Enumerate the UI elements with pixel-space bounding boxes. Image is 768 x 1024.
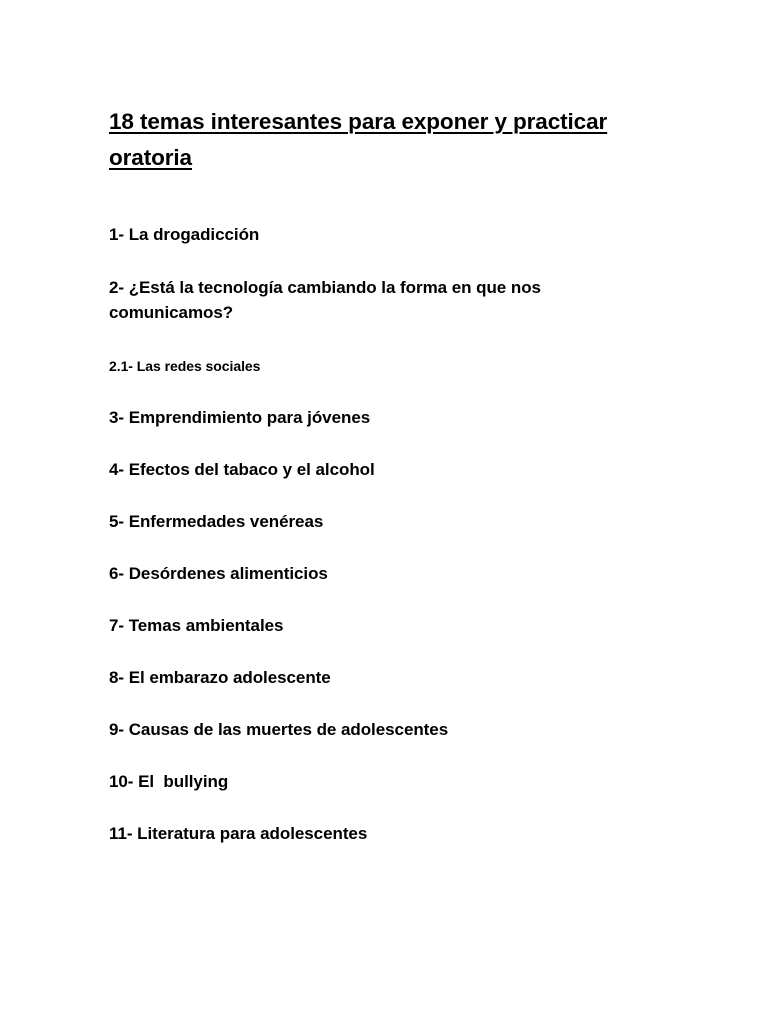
topic-list [109, 222, 661, 846]
list-item: 10- El bullying [109, 772, 229, 791]
list-item: 1- La drogadicción [109, 225, 260, 244]
list-item: 7- Temas ambientales [109, 616, 284, 635]
list-item: 6- Desórdenes alimenticios [109, 564, 328, 583]
list-item: 2- ¿Está la tecnología cambiando la forma en que nos comunicamos? [109, 278, 546, 322]
list-item: 4- Efectos del tabaco y el alcohol [109, 460, 375, 479]
list-item-sub: 2.1- Las redes sociales [109, 358, 261, 374]
list-item: 5- Enfermedades venéreas [109, 512, 324, 531]
list-item: 3- Emprendimiento para jóvenes [109, 408, 371, 427]
page-title [109, 104, 661, 176]
page-title-text: 18 temas interesantes para exponer y practicar oratoria [109, 109, 608, 170]
document-content [109, 104, 661, 846]
list-item: 9- Causas de las muertes de adolescentes [109, 720, 449, 739]
list-item: 11- Literatura para adolescentes [109, 824, 368, 843]
list-item: 8- El embarazo adolescente [109, 668, 331, 687]
title-spacer [109, 176, 661, 194]
